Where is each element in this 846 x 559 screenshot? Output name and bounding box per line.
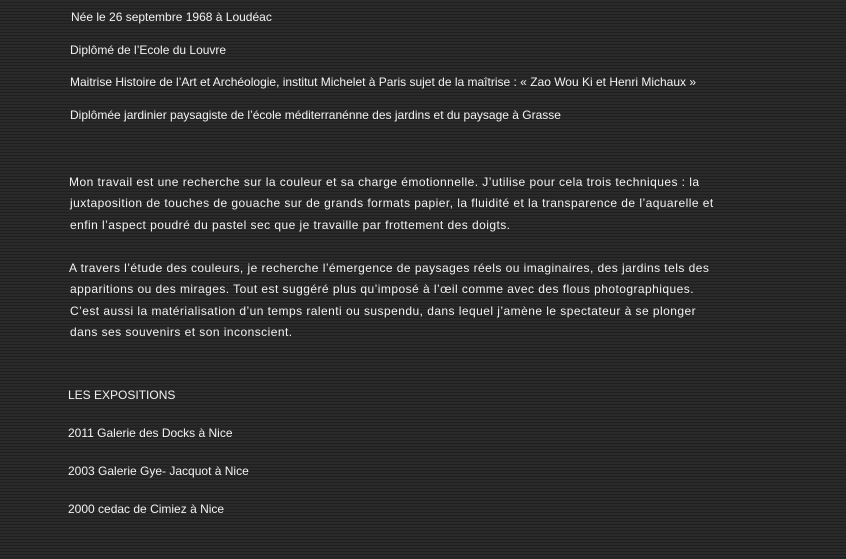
statement-paragraph-1 (69, 172, 775, 236)
exposition-item: 2011 Galerie des Docks à Nice (68, 426, 233, 440)
bio-birth: Née le 26 septembre 1968 à Loudéac (71, 10, 272, 24)
expositions-heading: LES EXPOSITIONS (68, 388, 176, 402)
statement-p2-line: C’est aussi la matérialisation d’un temps ralenti ou suspendu, dans lequel j’amène le spectateur à se plonger (70, 303, 697, 318)
statement-p2-line: A travers l’étude des couleurs, je recherche l’émergence de paysages réels ou imaginaires, des jardins tels des (69, 261, 710, 275)
statement-p1-line: Mon travail est une recherche sur la couleur et sa charge émotionnelle. J’utilise pour cela trois techniques : la (69, 175, 700, 189)
bio-landscape-diploma: Diplômée jardinier paysagiste de l’école méditerranénne des jardins et du paysage à Grasse (70, 108, 561, 122)
statement-p2-line: apparitions ou des mirages. Tout est suggéré plus qu’imposé à l’œil comme avec des flous photographiques. (70, 282, 695, 297)
statement-p1-line: juxtaposition de touches de gouache sur de grands formats papier, la fluidité et la transparence de l’aquarelle et (70, 196, 714, 211)
exposition-item: 2000 cedac de Cimiez à Nice (68, 502, 225, 516)
bio-masters: Maitrise Histoire de l’Art et Archéologie, institut Michelet à Paris sujet de la maîtrise : « Zao Wou Ki et Henri Michaux » (70, 75, 697, 89)
statement-p1-line: enfin l’aspect poudré du pastel sec que je travaille par frottement des doigts. (70, 217, 511, 232)
statement-paragraph-2 (69, 258, 775, 343)
statement-p2-line: dans ses souvenirs et son inconscient. (70, 324, 293, 339)
bio-diploma-louvre: Diplômé de l’Ecole du Louvre (70, 43, 227, 57)
exposition-item: 2003 Galerie Gye- Jacquot à Nice (68, 464, 249, 478)
